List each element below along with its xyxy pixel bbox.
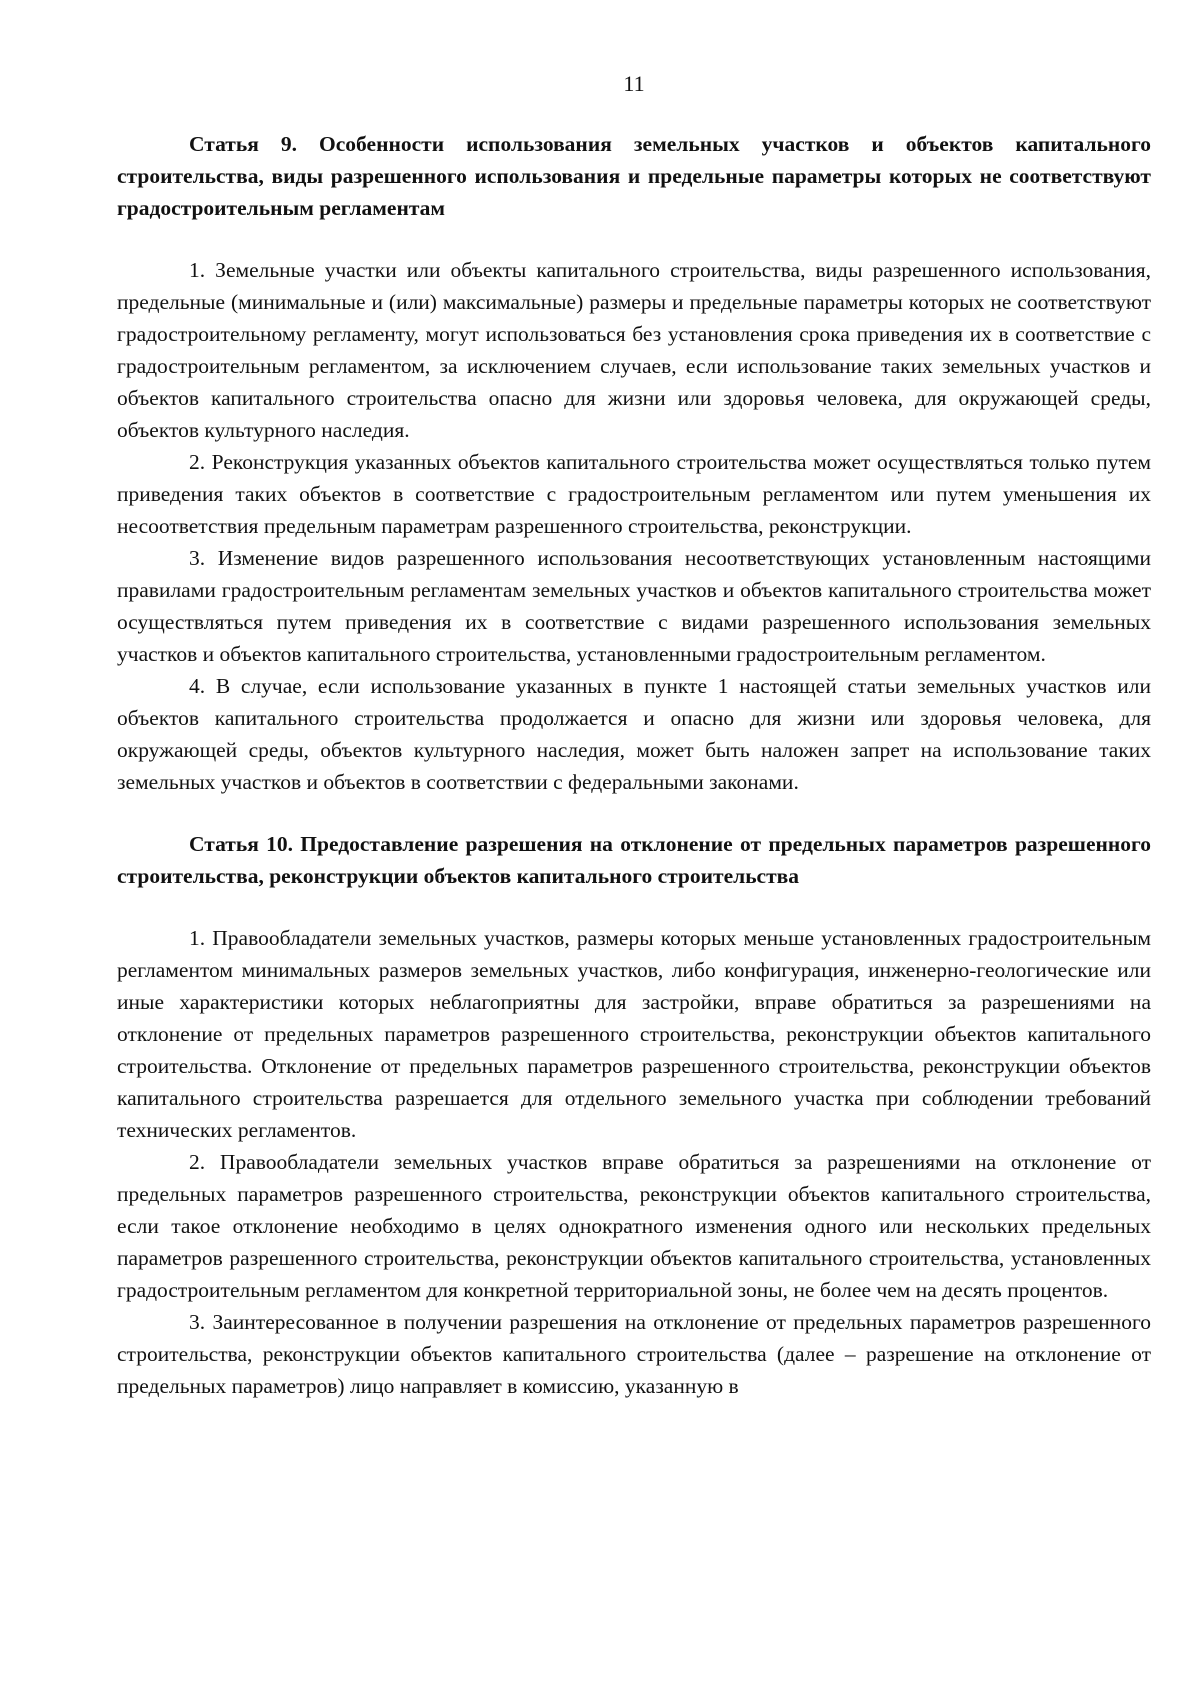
article-9-paragraph-3: 3. Изменение видов разрешенного использования несоответствующих установленным настоящими правилами градостроительным регламентам земельных участков и объектов капитального строительства может осуществляться путем приведения их в соответствие с видами разрешенного использования земельных участков и объектов капитального строительства, установленными градостроительным регламентом.	[117, 546, 1151, 666]
article-9-paragraph-2: 2. Реконструкция указанных объектов капитального строительства может осуществляться только путем приведения таких объектов в соответствие с градостроительным регламентом или путем уменьшения их несоответствия предельным параметрам разрешенного строительства, реконструкции.	[117, 450, 1151, 538]
document-page	[117, 70, 1151, 1402]
article-9-paragraph-1: 1. Земельные участки или объекты капитального строительства, виды разрешенного использования, предельные (минимальные и (или) максимальные) размеры и предельные параметры которых не соответствуют градостроительному регламенту, могут использоваться без установления срока приведения их в соответствие с градостроительным регламентом, за исключением случаев, если использование таких земельных участков и объектов капитального строительства опасно для жизни или здоровья человека, для окружающей среды, объектов культурного наследия.	[117, 258, 1151, 442]
article-10-paragraph-1: 1. Правообладатели земельных участков, размеры которых меньше установленных градостроительным регламентом минимальных размеров земельных участков, либо конфигурация, инженерно-геологические или иные характеристики которых неблагоприятны для застройки, вправе обратиться за разрешениями на отклонение от предельных параметров разрешенного строительства, реконструкции объектов капитального строительства. Отклонение от предельных параметров разрешенного строительства, реконструкции объектов капитального строительства разрешается для отдельного земельного участка при соблюдении требований технических регламентов.	[117, 926, 1151, 1142]
article-9-paragraph-4: 4. В случае, если использование указанных в пункте 1 настоящей статьи земельных участков или объектов капитального строительства продолжается и опасно для жизни или здоровья человека, для окружающей среды, объектов культурного наследия, может быть наложен запрет на использование таких земельных участков и объектов в соответствии с федеральными законами.	[117, 674, 1151, 794]
article-10-paragraph-3: 3. Заинтересованное в получении разрешения на отклонение от предельных параметров разрешенного строительства, реконструкции объектов капитального строительства (далее – разрешение на отклонение от предельных параметров) лицо направляет в комиссию, указанную в	[117, 1310, 1151, 1398]
article-10-heading: Статья 10. Предоставление разрешения на отклонение от предельных параметров разрешенного строительства, реконструкции объектов капитального строительства	[117, 832, 1151, 888]
article-10-paragraph-2: 2. Правообладатели земельных участков вправе обратиться за разрешениями на отклонение от предельных параметров разрешенного строительства, реконструкции объектов капитального строительства, если такое отклонение необходимо в целях однократного изменения одного или нескольких предельных параметров разрешенного строительства, реконструкции объектов капитального строительства, установленных градостроительным регламентом для конкретной территориальной зоны, не более чем на десять процентов.	[117, 1150, 1151, 1302]
page-number: 11	[623, 71, 645, 96]
article-9-heading: Статья 9. Особенности использования земельных участков и объектов капитального строительства, виды разрешенного использования и предельные параметры которых не соответствуют градостроительным регламентам	[117, 132, 1151, 220]
